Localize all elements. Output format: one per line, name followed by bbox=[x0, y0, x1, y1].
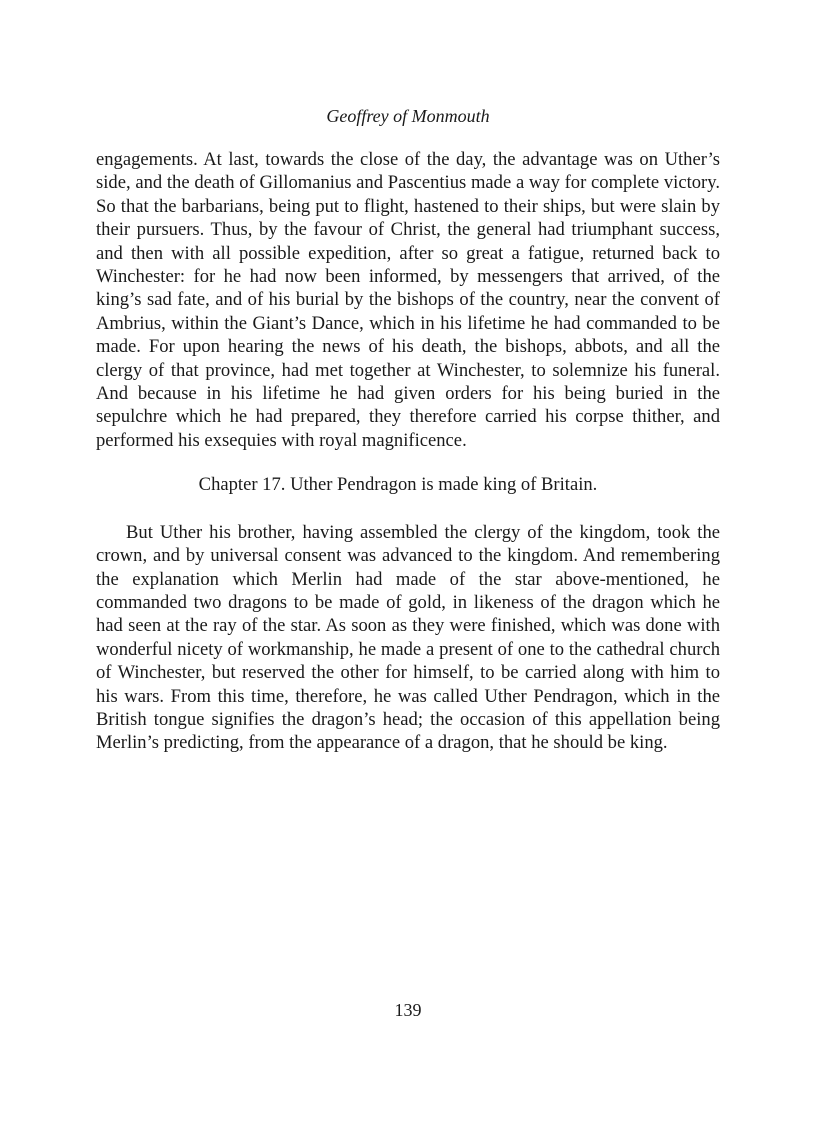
chapter-heading: Chapter 17. Uther Pendragon is made king of Britain. bbox=[198, 474, 598, 496]
running-header: Geoffrey of Monmouth bbox=[326, 106, 490, 126]
paragraph-continued: engagements. At last, towards the close of the day, the advantage was on Uther’s side, and the death of Gillomanius and Pascentius made a way for complete victory. So that the barbarians, being put to flight, hastened to their ships, but were slain by their pursuers. Thus, by the favour of Christ, the general had triumphant success, and then with all possible expedition, after so great a fatigue, returned back to Winchester: for he had now been informed, by messengers that arrived, of the king’s sad fate, and of his burial by the bishops of the country, near the convent of Ambrius, within the Giant’s Dance, which in his lifetime he had commanded to be made. For upon hearing the news of his death, the bishops, abbots, and all the clergy of that province, had met together at Winchester, to solemnize his funeral. And because in his lifetime he had given orders for his being buried in the sepulchre which he had prepared, they therefore carried his corpse thither, and performed his exsequies with royal magnificence. bbox=[96, 149, 720, 451]
paragraph-chapter-17: But Uther his brother, having assembled the clergy of the kingdom, took the crown, and by universal consent was advanced to the kingdom. And remembering the explanation which Merlin had made of the star above-mentioned, he commanded two dragons to be made of gold, in likeness of the dragon which he had seen at the ray of the star. As soon as they were finished, which was done with wonderful nicety of workmanship, he made a present of one to the cathedral church of Winchester, but reserved the other for himself, to be carried along with him to his wars. From this time, therefore, he was called Uther Pendragon, which in the British tongue signifies the dragon’s head; the occasion of this appellation being Merlin’s predicting, from the appearance of a dragon, that he should be king. bbox=[96, 521, 720, 754]
page-number: 139 bbox=[394, 1000, 422, 1020]
body-text bbox=[96, 148, 720, 755]
